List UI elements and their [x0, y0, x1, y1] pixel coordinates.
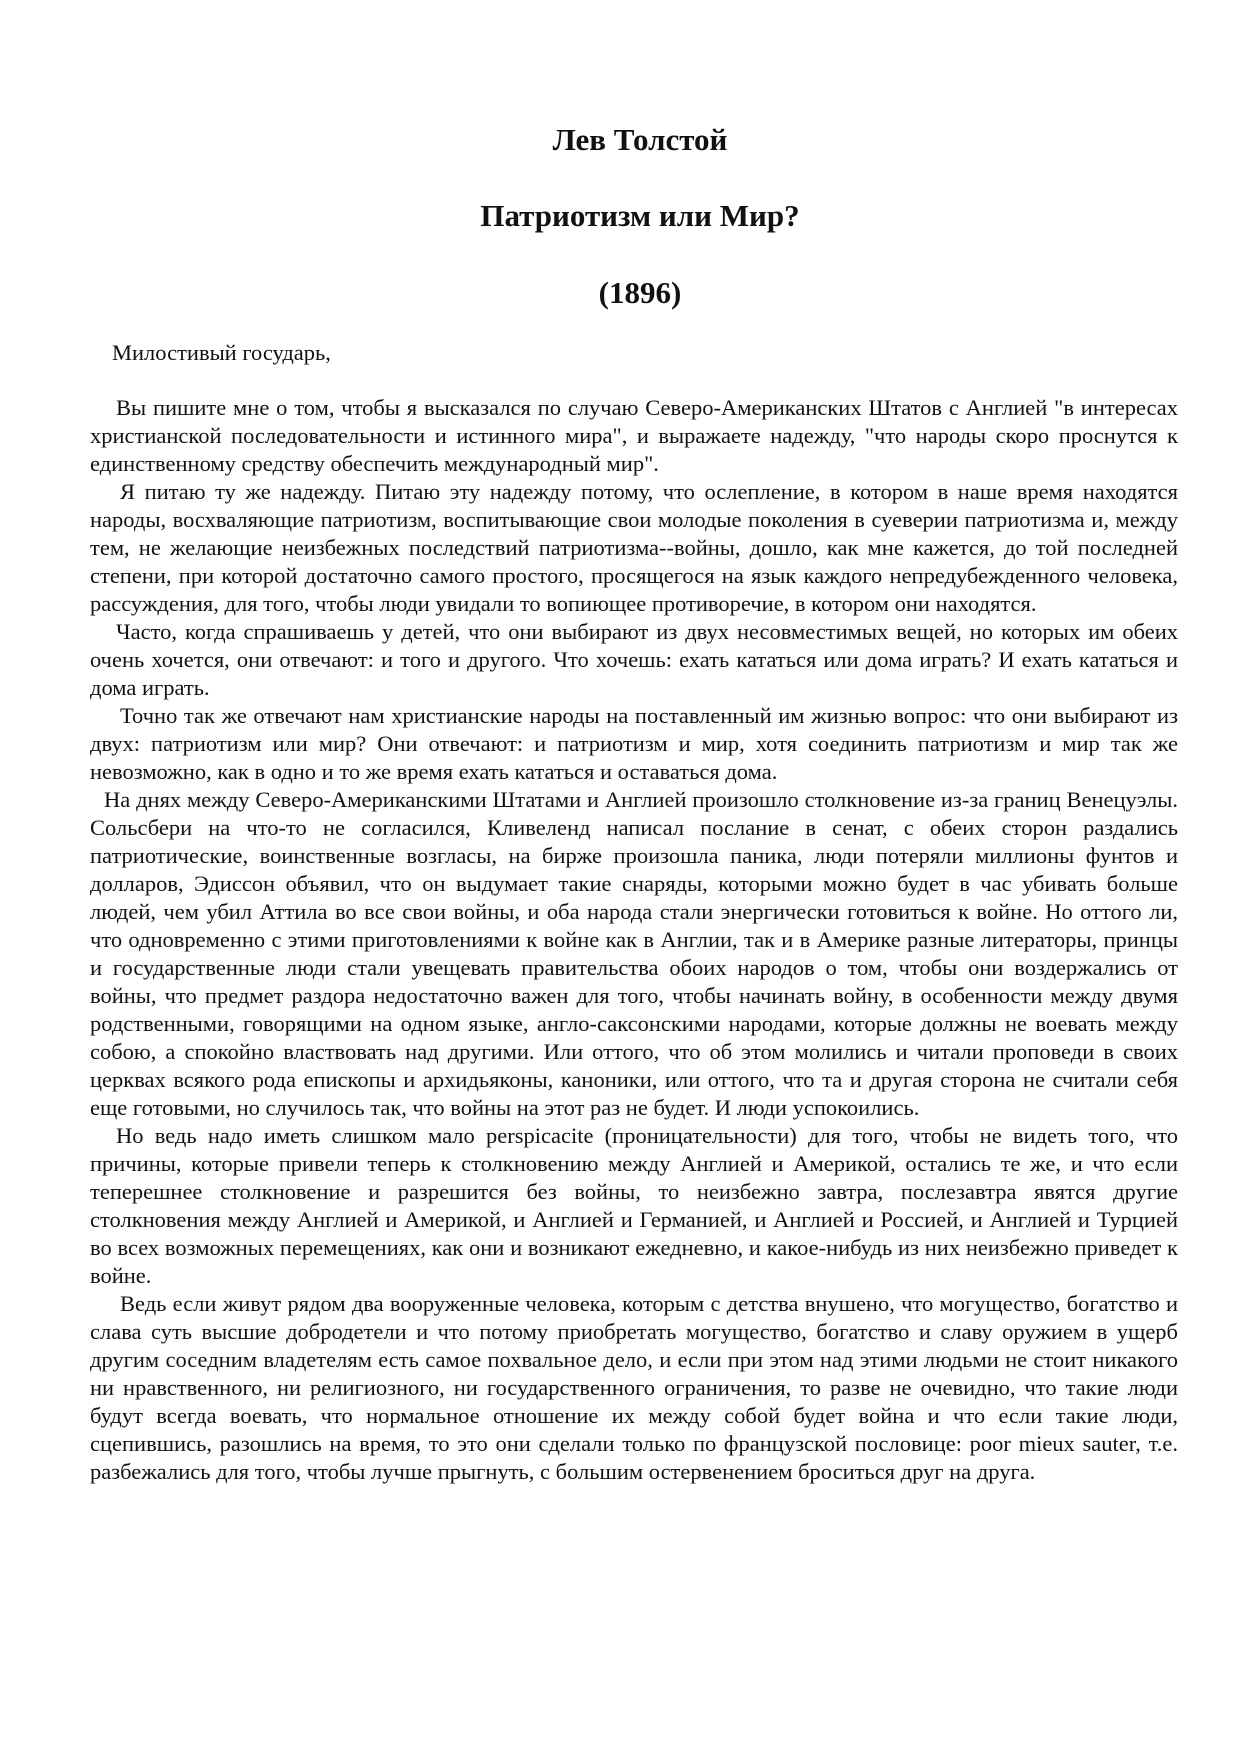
paragraph: Я питаю ту же надежду. Питаю эту надежду потому, что ослепление, в котором в наше время находятся народы, восхваляющие патриотизм, воспитывающие свои молодые поколения в суеверии патриотизма и, между тем, не желающие неизбежных последствий патриотизма--войны, дошло, как мне кажется, до той последней степени, при которой достаточно самого простого, просящегося на язык каждого непредубежденного человека, рассуждения, для того, чтобы люди увидали то вопиющее противоречие, в котором они находятся. [90, 479, 1178, 616]
paragraph: Ведь если живут рядом два вооруженные человека, которым с детства внушено, что могущество, богатство и слава суть высшие добродетели и что потому приобретать могущество, богатство и славу оружием в ущерб другим соседним владетелям есть самое похвальное дело, и если при этом над этими людьми не стоит никакого ни нравственного, ни религиозного, ни государственного ограничения, то разве не очевидно, что такие люди будут всегда воевать, что нормальное отношение их между собой будет война и что если такие люди, сцепившись, разошлись на время, то это они сделали только по французской пословице: poor mieux sauter, т.е. разбежались для того, чтобы лучше прыгнуть, с большим остервенением броситься друг на друга. [90, 1291, 1178, 1484]
paragraph: Точно так же отвечают нам христианские народы на поставленный им жизнью вопрос: что они выбирают из двух: патриотизм или мир? Они отвечают: и патриотизм и мир, хотя соединить патриотизм и мир так же невозможно, как в одно и то же время ехать кататься и оставаться дома. [90, 703, 1178, 784]
paragraph: Но ведь надо иметь слишком мало perspicacite (проницательности) для того, чтобы не видеть того, что причины, которые привели теперь к столкновению между Англией и Америкой, остались те же, и что если теперешнее столкновение и разрешится без войны, то неизбежно завтра, послезавтра явятся другие столкновения между Англией и Америкой, и Англией и Германией, и Англией и Россией, и Англией и Турцией во всех возможных перемещениях, как они и возникают ежедневно, и какое-нибудь из них неизбежно приведет к войне. [90, 1123, 1178, 1288]
paragraph: Часто, когда спрашиваешь у детей, что они выбирают из двух несовместимых вещей, но которых им обеих очень хочется, они отвечают: и того и другого. Что хочешь: ехать кататься или дома играть? И ехать кататься и дома играть. [90, 619, 1178, 700]
year-heading: (1896) [598, 275, 682, 310]
author-heading: Лев Толстой [552, 122, 728, 157]
salutation: Милостивый государь, [112, 340, 331, 365]
paragraph: На днях между Северо-Американскими Штатами и Англией произошло столкновение из-за границ Венецуэлы. Сольсбери на что-то не согласился, Кливеленд написал послание в сенат, с обеих сторон раздались патриотические, воинственные возгласы, на бирже произошла паника, люди потеряли миллионы фунтов и долларов, Эдиссон объявил, что он выдумает такие снаряды, которыми можно будет в час убивать больше людей, чем убил Аттила во все свои войны, и оба народа стали энергически готовиться к войне. Но оттого ли, что одновременно с этими приготовлениями к войне как в Англии, так и в Америке разные литераторы, принцы и государственные люди стали увещевать правительства обоих народов о том, чтобы они воздержались от войны, что предмет раздора недостаточно важен для того, чтобы начинать войну, в особенности между двумя родственными, говорящими на одном языке, англо-саксонскими народами, которые должны не воевать между собою, а спокойно властвовать над другими. Или оттого, что об этом молились и читали проповеди в своих церквах всякого рода епископы и архидьяконы, каноники, или оттого, что та и другая сторона не считали себя еще готовыми, но случилось так, что войны на этот раз не будет. И люди успокоились. [90, 787, 1178, 1120]
title-heading: Патриотизм или Мир? [480, 198, 800, 233]
letter-body [90, 394, 1178, 1486]
paragraph: Вы пишите мне о том, чтобы я высказался по случаю Северо-Американских Штатов с Англией "в интересах христианской последовательности и истинного мира", и выражаете надежду, "что народы скоро проснутся к единственному средству обеспечить международный мир". [90, 395, 1178, 476]
